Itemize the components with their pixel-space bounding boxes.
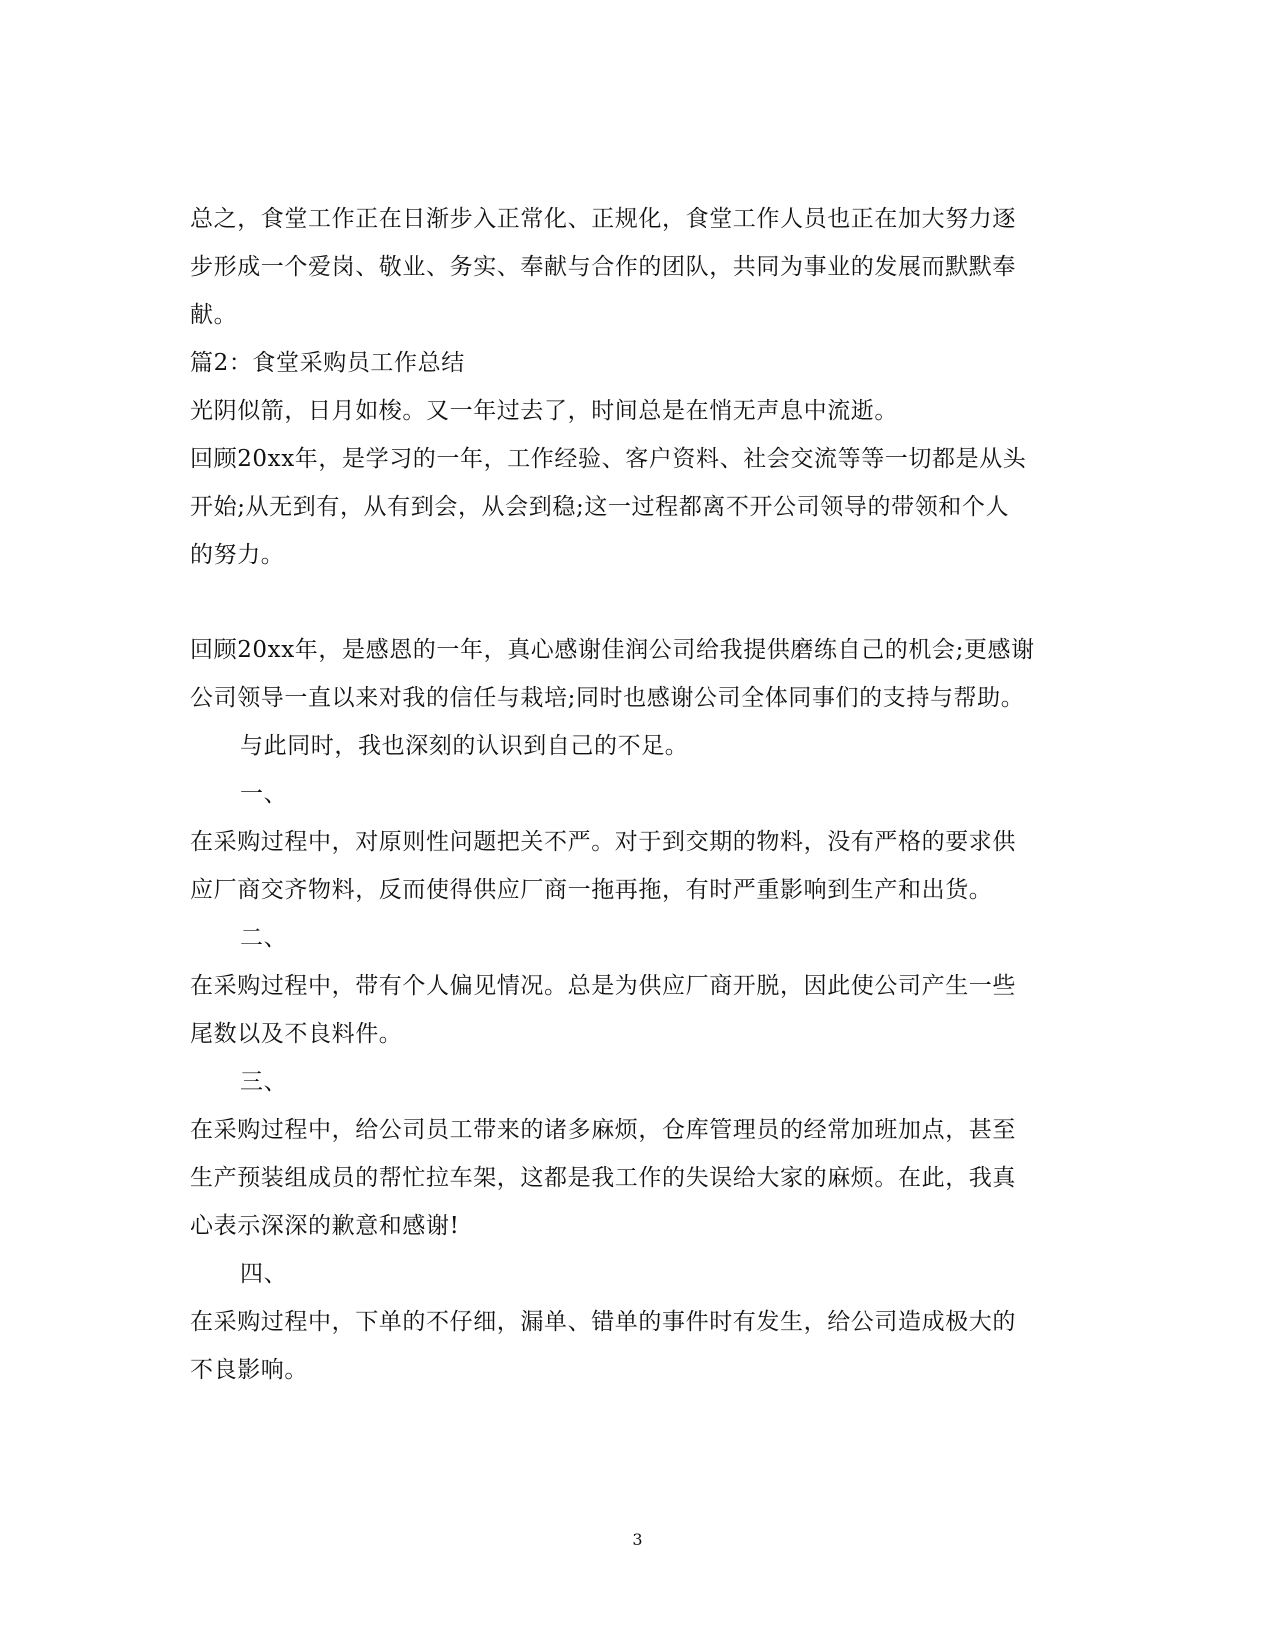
paragraph-line: 步形成一个爱岗、敬业、务实、奉献与合作的团队，共同为事业的发展而默默奉 [190, 254, 1016, 280]
paragraph-line: 回顾20xx年，是学习的一年，工作经验、客户资料、社会交流等等一切都是从头 [190, 446, 1027, 472]
page-number: 3 [632, 1530, 643, 1549]
paragraph-line: 在采购过程中，下单的不仔细，漏单、错单的事件时有发生，给公司造成极大的 [190, 1309, 1016, 1335]
list-marker: 二、 [240, 925, 288, 951]
paragraph-line: 不良影响。 [190, 1357, 308, 1383]
list-marker: 四、 [240, 1261, 288, 1287]
paragraph-line: 与此同时，我也深刻的认识到自己的不足。 [240, 733, 689, 759]
paragraph-line: 生产预装组成员的帮忙拉车架，这都是我工作的失误给大家的麻烦。在此，我真 [190, 1165, 1016, 1191]
paragraph-line: 总之，食堂工作正在日渐步入正常化、正规化，食堂工作人员也正在加大努力逐 [190, 206, 1016, 232]
paragraph-line: 光阴似箭，日月如梭。又一年过去了，时间总是在悄无声息中流逝。 [190, 398, 898, 424]
paragraph-line: 在采购过程中，带有个人偏见情况。总是为供应厂商开脱，因此使公司产生一些 [190, 973, 1016, 999]
paragraph-line: 在采购过程中，对原则性问题把关不严。对于到交期的物料，没有严格的要求供 [190, 829, 1016, 855]
paragraph-line: 献。 [190, 302, 238, 328]
paragraph-line: 的努力。 [190, 542, 285, 568]
list-marker: 三、 [240, 1069, 288, 1095]
paragraph-line: 应厂商交齐物料，反而使得供应厂商一拖再拖，有时严重影响到生产和出货。 [190, 877, 993, 903]
paragraph-line: 开始;从无到有，从有到会，从会到稳;这一过程都离不开公司领导的带领和个人 [190, 494, 1010, 520]
paragraph-line: 公司领导一直以来对我的信任与栽培;同时也感谢公司全体同事们的支持与帮助。 [190, 685, 1025, 711]
paragraph-line: 心表示深深的歉意和感谢! [190, 1213, 460, 1239]
paragraph-line: 尾数以及不良料件。 [190, 1021, 403, 1047]
list-marker: 一、 [240, 781, 288, 807]
paragraph-line: 在采购过程中，给公司员工带来的诸多麻烦，仓库管理员的经常加班加点，甚至 [190, 1117, 1016, 1143]
section-heading: 篇2：食堂采购员工作总结 [190, 350, 465, 376]
paragraph-line: 回顾20xx年，是感恩的一年，真心感谢佳润公司给我提供磨练自己的机会;更感谢 [190, 637, 1035, 663]
